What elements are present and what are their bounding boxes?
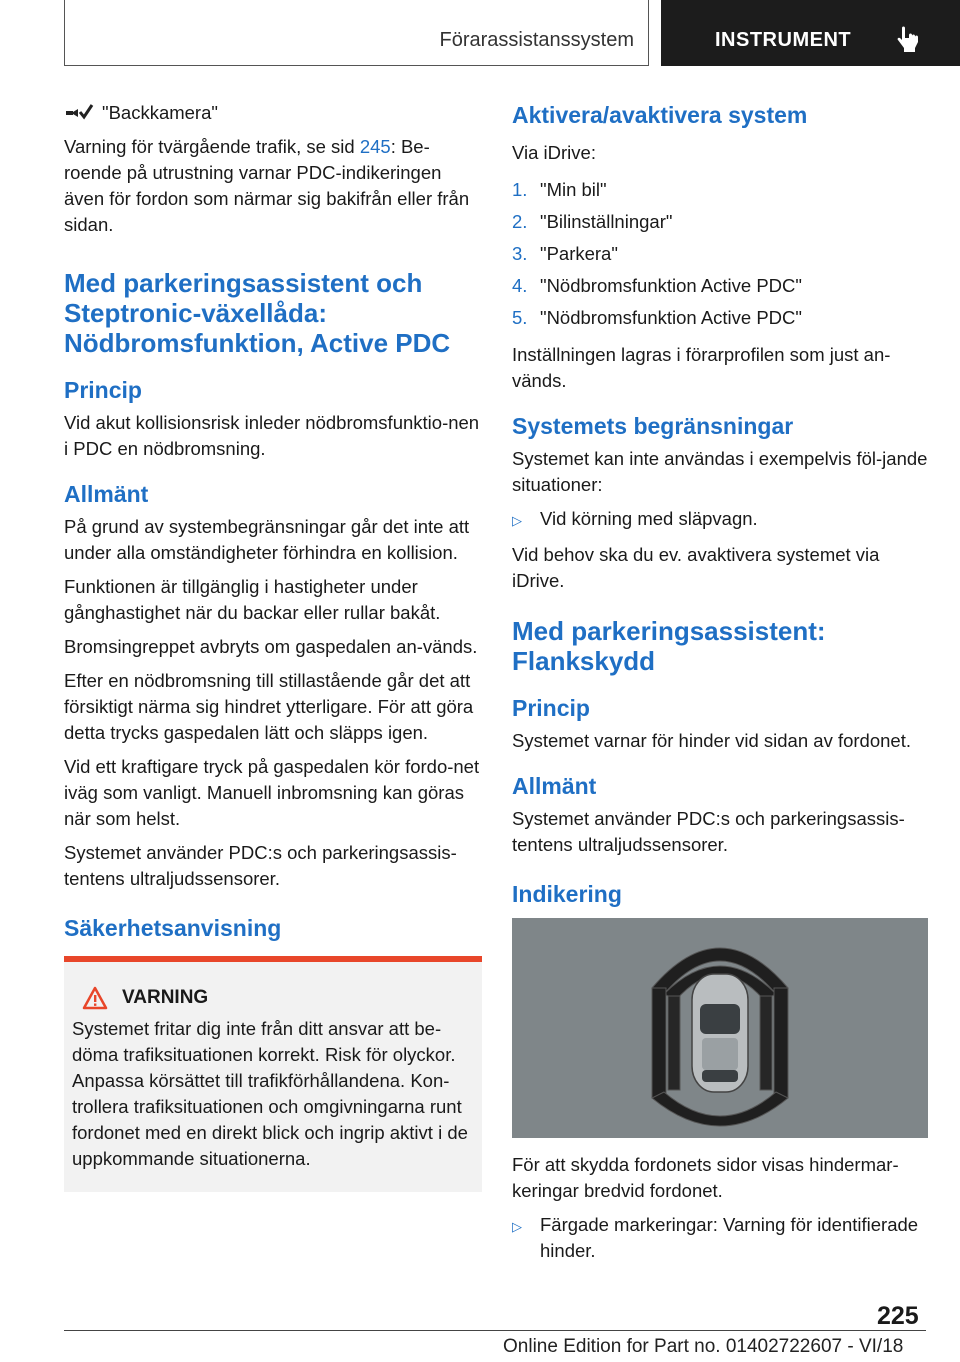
figure-caption: För att skydda fordonets sidor visas hindermar-keringar bredvid fordonet. <box>512 1154 899 1201</box>
heading-indikering: Indikering <box>512 881 622 907</box>
idrive-steps <box>512 174 930 334</box>
allmant-paragraph: Systemet använder PDC:s och parkeringsassis-tentens ultraljudssensorer. <box>64 842 457 889</box>
heading-emergency-brake: Med parkeringsassistent och Steptronic-växellåda: Nödbromsfunktion, Active PDC <box>64 268 451 358</box>
left-column <box>64 100 482 1192</box>
heading-limits: Systemets begränsningar <box>512 413 794 439</box>
right-column <box>512 100 930 1272</box>
camera-check-icon <box>64 102 94 124</box>
list-item: ▷ Vid körning med släpvagn. <box>512 506 930 534</box>
heading-safety: Säkerhetsanvisning <box>64 915 282 941</box>
list-item: 4. "Nödbromsfunktion Active PDC" <box>512 275 802 296</box>
heading-allmant-right: Allmänt <box>512 773 597 799</box>
allmant-paragraph: Bromsingreppet avbryts om gaspedalen an-vänds. <box>64 636 478 657</box>
limits-text: Systemet kan inte användas i exempelvis föl-jande situationer: <box>512 448 928 495</box>
heading-flank: Med parkeringsassistent: Flankskydd <box>512 616 826 676</box>
footer-divider <box>64 1330 926 1331</box>
heading-allmant-left: Allmänt <box>64 481 149 507</box>
via-idrive: Via iDrive: <box>512 142 596 163</box>
list-item: ▷ Färgade markeringar: Varning för identifierade hinder. <box>512 1212 930 1264</box>
warning-triangle-icon <box>82 986 108 1010</box>
page-number: 225 <box>877 1302 919 1330</box>
warning-box <box>64 956 482 1192</box>
header-section-title: Förarassistanssystem <box>439 29 634 51</box>
heading-princip-left: Princip <box>64 377 142 403</box>
backkamera-line <box>64 100 482 126</box>
indikering-list <box>512 1212 930 1264</box>
warning-title-row <box>72 986 474 1010</box>
triangle-bullet-icon: ▷ <box>512 1219 522 1234</box>
limits-list <box>512 506 930 534</box>
heading-princip-right: Princip <box>512 695 590 721</box>
saved-text: Inställningen lagras i förarprofilen som just an-vänds. <box>512 344 891 391</box>
allmant-paragraph: På grund av systembegränsningar går det inte att under alla omständigheter förhindra en kollision. <box>64 516 470 563</box>
heading-activate: Aktivera/avaktivera system <box>512 102 808 128</box>
cross-traffic-paragraph: Varning för tvärgående trafik, se sid 245: Be-roende på utrustning varnar PDC-indikeringen även för fordon som närmar sig bakifrån eller från sidan. <box>64 136 470 235</box>
limits-after: Vid behov ska du ev. avaktivera systemet via iDrive. <box>512 544 880 591</box>
footer-edition: Online Edition for Part no. 01402722607 - VI/18 <box>503 1336 904 1357</box>
allmant-paragraph: Efter en nödbromsning till stillastående går det att försiktigt närma sig hindret ytterligare. För att göra detta trycks gaspedalen lätt och släpps igen. <box>64 670 474 743</box>
warning-title: VARNING <box>122 987 209 1008</box>
header-chapter-tab <box>661 0 960 66</box>
header-section-tab <box>64 0 649 66</box>
list-item: 5. "Nödbromsfunktion Active PDC" <box>512 307 802 328</box>
list-item: 2. "Bilinställningar" <box>512 211 673 232</box>
warning-text: Systemet fritar dig inte från ditt ansvar att be-döma trafiksituationen korrekt. Risk för olyckor. Anpassa körsättet till trafikförhållandena. Kon-trollera trafiksituationen och omgivningarna runt fordonet med en direkt blick och ingrip aktivt i de uppkommande situationerna. <box>72 1018 468 1169</box>
allmant-text-right: Systemet använder PDC:s och parkeringsassis-tentens ultraljudssensorer. <box>512 808 905 855</box>
pointing-hand-icon <box>897 26 919 54</box>
page-link-245[interactable]: 245 <box>359 136 391 157</box>
list-item: 3. "Parkera" <box>512 243 618 264</box>
allmant-paragraph: Funktionen är tillgänglig i hastigheter under gånghastighet när du backar eller rullar bakåt. <box>64 576 441 623</box>
allmant-paragraph: Vid ett kraftigare tryck på gaspedalen kör fordo-net iväg som vanligt. Manuell inbromsning kan göras när som helst. <box>64 756 480 829</box>
princip-text-right: Systemet varnar för hinder vid sidan av fordonet. <box>512 730 911 751</box>
backkamera-label: "Backkamera" <box>102 102 218 123</box>
princip-text-left: Vid akut kollisionsrisk inleder nödbromsfunktio-nen i PDC en nödbromsning. <box>64 412 480 459</box>
triangle-bullet-icon: ▷ <box>512 513 522 528</box>
header-chapter-title: INSTRUMENT <box>715 29 852 51</box>
flank-protection-figure <box>512 918 928 1138</box>
list-item: 1. "Min bil" <box>512 179 607 200</box>
car-top-view-illustration <box>512 918 928 1138</box>
